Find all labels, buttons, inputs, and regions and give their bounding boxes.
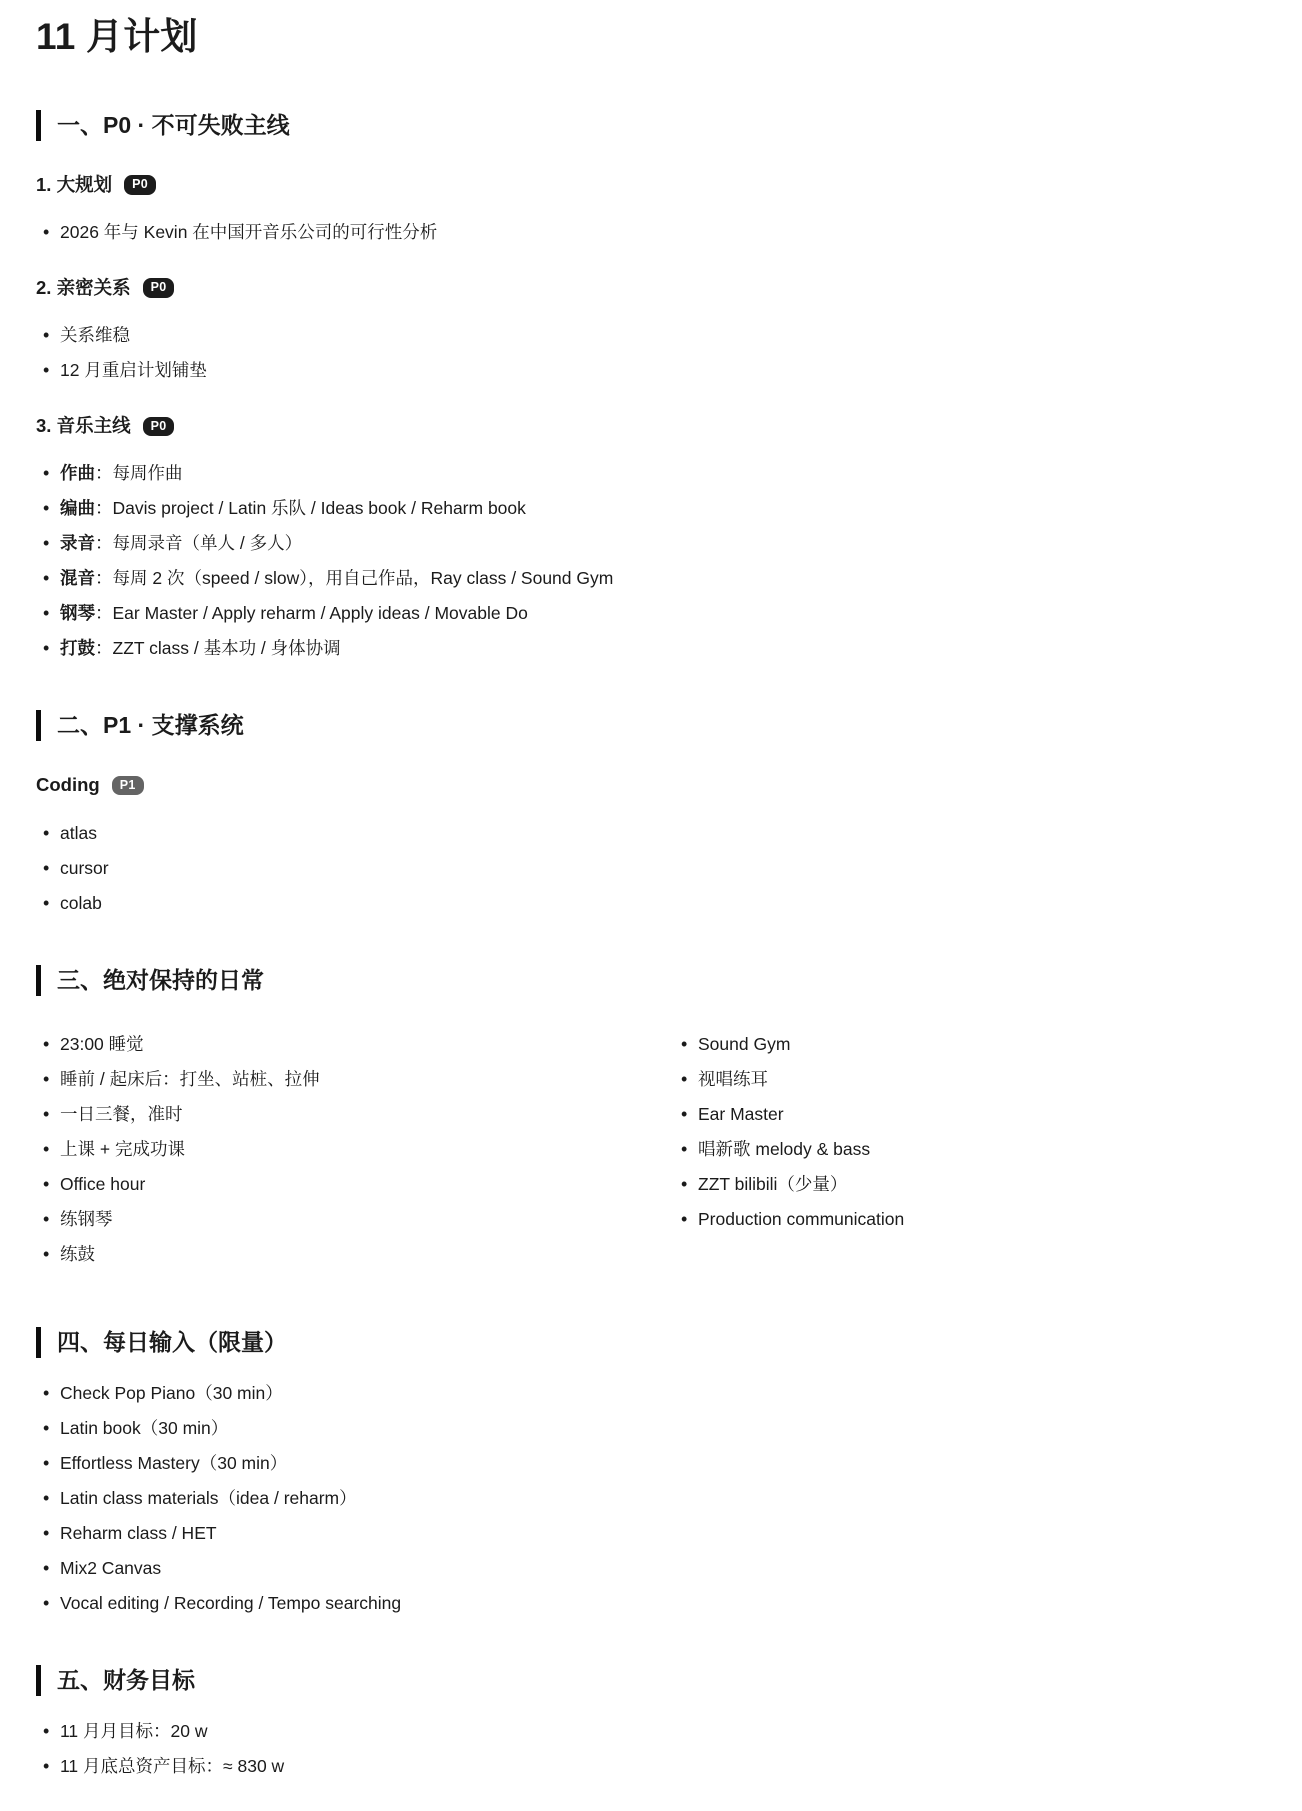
list-item: • 23:00 睡觉	[36, 1032, 628, 1056]
group-title-music	[36, 414, 1266, 438]
list-item: • Latin book（30 min）	[36, 1416, 1266, 1440]
bullet-list-right-column	[674, 1032, 1266, 1277]
list-item: • 练钢琴	[36, 1207, 628, 1231]
priority-badge-p0: P0	[143, 278, 175, 298]
list-item: • 11 月月目标：20 w	[36, 1719, 1266, 1743]
list-item: • cursor	[36, 856, 1266, 880]
list-item: • colab	[36, 891, 1266, 915]
bullet-list	[36, 1381, 1266, 1615]
section-financial-goals	[36, 1665, 1266, 1778]
list-item: • Check Pop Piano（30 min）	[36, 1381, 1266, 1405]
section-daily-input	[36, 1327, 1266, 1615]
list-item: • Office hour	[36, 1172, 628, 1196]
item-text: ：每周录音（单人 / 多人）	[95, 533, 303, 554]
list-item: • Mix2 Canvas	[36, 1556, 1266, 1580]
group-title-big-plan	[36, 173, 1266, 197]
bullet-list	[36, 461, 1266, 660]
bullet-list-left-column	[36, 1032, 628, 1277]
bullet-list	[36, 821, 1266, 915]
item-text: ：Davis project / Latin 乐队 / Ideas book / Reharm book	[95, 498, 526, 519]
item-lead: 编曲	[60, 498, 95, 519]
section-heading: 四、每日输入（限量）	[36, 1327, 1266, 1358]
bullet-list	[36, 1719, 1266, 1778]
list-item: • Effortless Mastery（30 min）	[36, 1451, 1266, 1475]
list-item: • 唱新歌 melody & bass	[674, 1137, 1266, 1161]
section-heading: 一、P0 · 不可失败主线	[36, 110, 1266, 141]
list-item: • Sound Gym	[674, 1032, 1266, 1056]
list-item: • 12 月重启计划铺垫	[36, 358, 1266, 382]
item-lead: 录音	[60, 533, 95, 554]
list-item: • atlas	[36, 821, 1266, 845]
list-item	[36, 496, 1266, 520]
priority-badge-p1: P1	[112, 776, 144, 796]
item-text: ：ZZT class / 基本功 / 身体协调	[95, 638, 341, 659]
group-title-text: 1. 大规划	[36, 174, 113, 196]
list-item: • 视唱练耳	[674, 1067, 1266, 1091]
two-column-layout	[36, 1032, 1266, 1277]
bullet-list	[36, 323, 1266, 382]
list-item: • Reharm class / HET	[36, 1521, 1266, 1545]
item-text: ：每周 2 次（speed / slow），用自己作品，Ray class / Sound Gym	[95, 568, 614, 589]
list-item: • 练鼓	[36, 1242, 628, 1266]
section-daily-routine	[36, 965, 1266, 1277]
list-item: • Ear Master	[674, 1102, 1266, 1126]
list-item	[36, 461, 1266, 485]
group-title-text: Coding	[36, 774, 100, 796]
list-item: • Latin class materials（idea / reharm）	[36, 1486, 1266, 1510]
section-p1-support	[36, 710, 1266, 914]
section-heading: 五、财务目标	[36, 1665, 1266, 1696]
list-item: • 关系维稳	[36, 323, 1266, 347]
section-heading: 二、P1 · 支撑系统	[36, 710, 1266, 741]
group-title-text: 2. 亲密关系	[36, 277, 131, 299]
list-item	[36, 531, 1266, 555]
list-item	[36, 636, 1266, 660]
item-lead: 作曲	[60, 463, 95, 484]
list-item: • 上课 + 完成功课	[36, 1137, 628, 1161]
priority-badge-p0: P0	[124, 175, 156, 195]
list-item: • ZZT bilibili（少量）	[674, 1172, 1266, 1196]
page-title: 11 月计划	[36, 16, 198, 57]
item-text: ：Ear Master / Apply reharm / Apply ideas / Movable Do	[95, 603, 528, 624]
group-title-coding	[36, 773, 1266, 797]
section-p0-mainlines	[36, 110, 1266, 660]
item-lead: 打鼓	[60, 638, 95, 659]
list-item: • 11 月底总资产目标：≈ 830 w	[36, 1754, 1266, 1778]
list-item: • Production communication	[674, 1207, 1266, 1231]
list-item: • 一日三餐，准时	[36, 1102, 628, 1126]
section-heading: 三、绝对保持的日常	[36, 965, 1266, 996]
group-title-relationship	[36, 276, 1266, 300]
priority-badge-p0: P0	[143, 417, 175, 437]
group-title-text: 3. 音乐主线	[36, 415, 131, 437]
bullet-list	[36, 220, 1266, 244]
list-item: • 睡前 / 起床后：打坐、站桩、拉伸	[36, 1067, 628, 1091]
item-text: ：每周作曲	[95, 463, 183, 484]
list-item: • Vocal editing / Recording / Tempo searching	[36, 1591, 1266, 1615]
item-lead: 混音	[60, 568, 95, 589]
item-lead: 钢琴	[60, 603, 95, 624]
list-item: • 2026 年与 Kevin 在中国开音乐公司的可行性分析	[36, 220, 1266, 244]
list-item	[36, 566, 1266, 590]
list-item	[36, 601, 1266, 625]
